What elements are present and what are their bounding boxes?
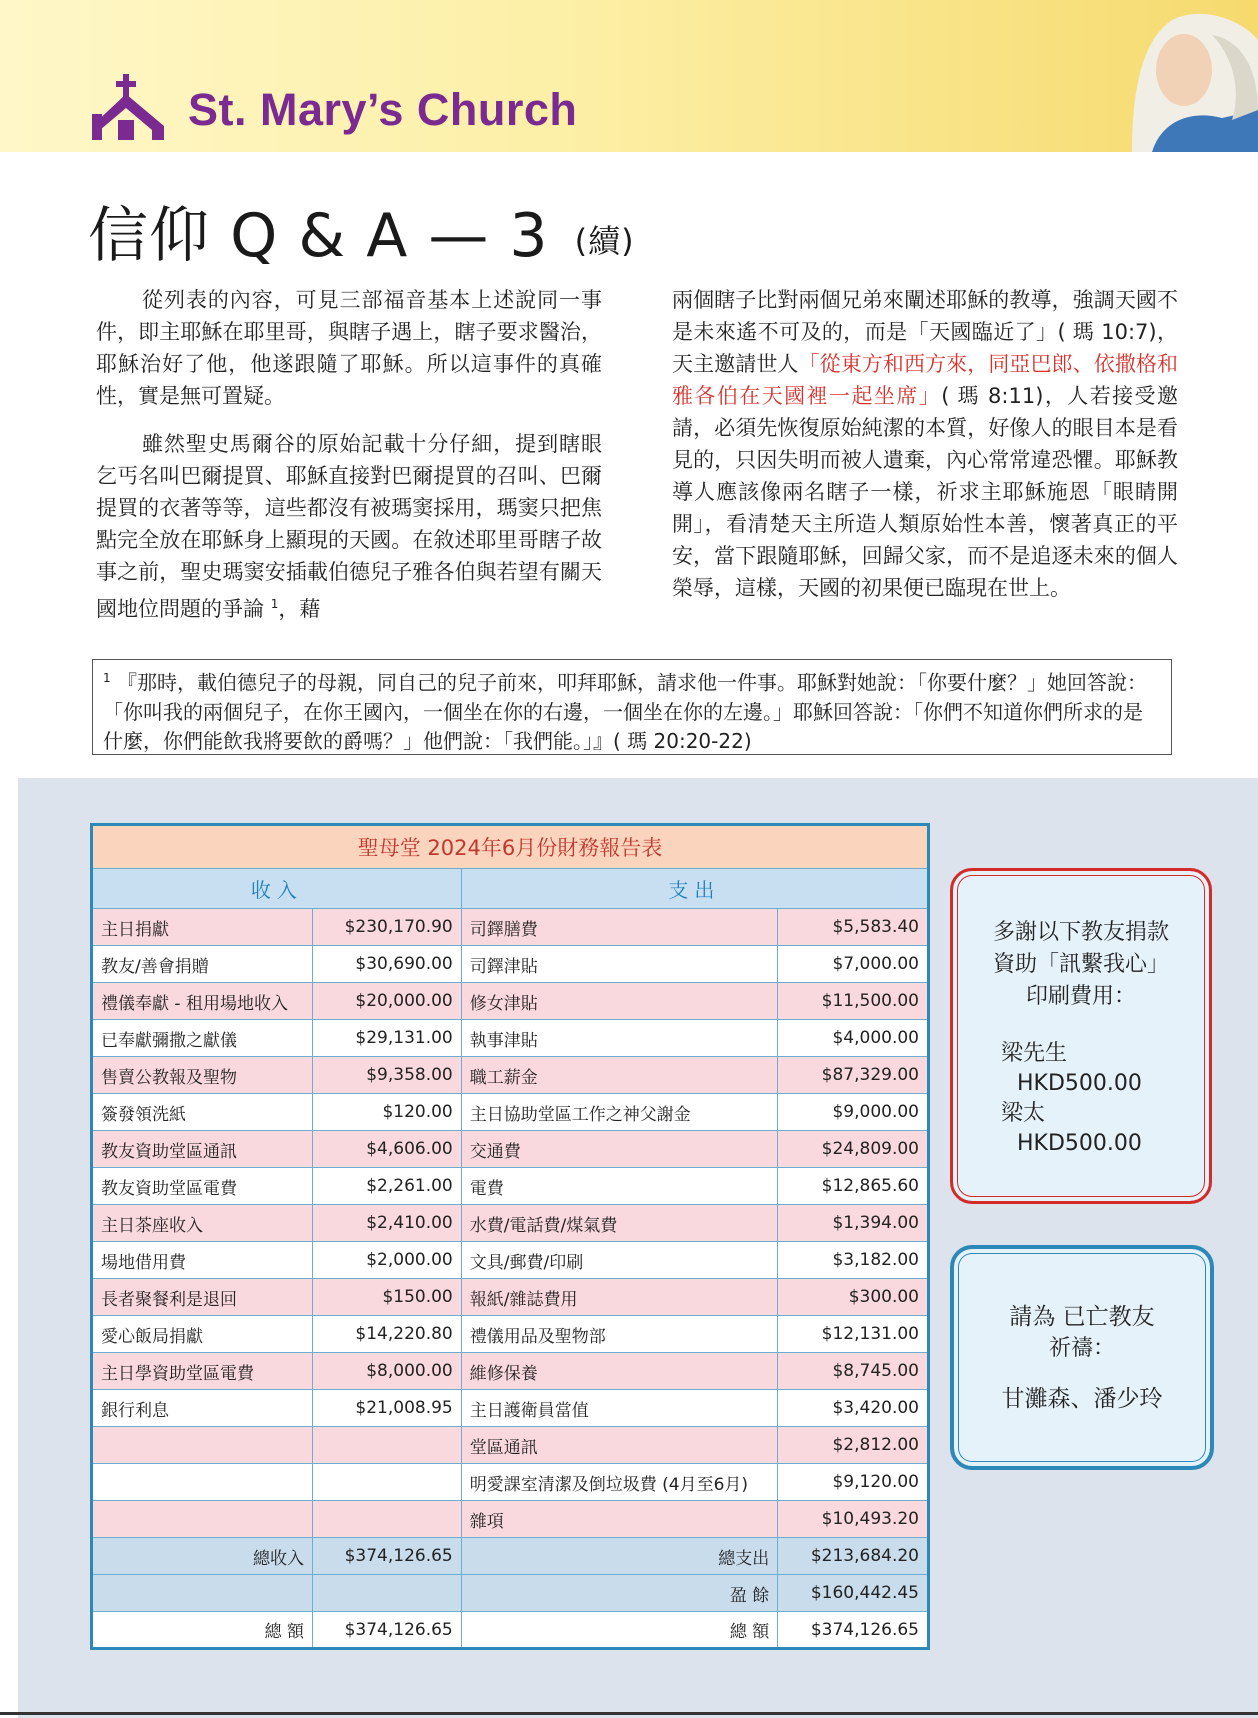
page-title <box>88 188 635 274</box>
expense-amount: $10,493.20 <box>778 1501 929 1538</box>
expense-item: 明愛課室清潔及倒垃圾費 (4月至6月) <box>461 1464 778 1501</box>
income-amount: $8,000.00 <box>313 1353 462 1390</box>
income-amount: $14,220.80 <box>313 1316 462 1353</box>
income-item <box>92 1501 313 1538</box>
virgin-mary-statue-image <box>1092 0 1258 152</box>
finance-report-title: 聖母堂 2024年6月份財務報告表 <box>92 825 929 869</box>
expense-item: 職工薪金 <box>461 1057 778 1094</box>
finance-row <box>92 1057 929 1094</box>
income-item: 教友資助堂區通訊 <box>92 1131 313 1168</box>
income-item: 教友資助堂區電費 <box>92 1168 313 1205</box>
page-bottom-rule <box>0 1712 1258 1715</box>
expense-item: 維修保養 <box>461 1353 778 1390</box>
expense-amount: $8,745.00 <box>778 1353 929 1390</box>
finance-row <box>92 1094 929 1131</box>
donation-line-1: 多謝以下教友捐款 <box>992 920 1169 945</box>
article-paragraph-2 <box>96 428 602 625</box>
donation-thanks-box <box>950 868 1212 1204</box>
donor-2-amount: HKD500.00 <box>1017 1131 1142 1156</box>
prayer-line-2: 祈禱： <box>1048 1336 1115 1361</box>
expense-item: 修女津貼 <box>461 983 778 1020</box>
donor-2-name: 梁太 <box>1001 1101 1046 1126</box>
expense-item: 報紙/雜誌費用 <box>461 1279 778 1316</box>
article-scripture-quote: 「從東方和西方來，同亞巴郎、依撒格和雅各伯在天國裡一起坐席」 <box>672 352 1179 408</box>
grand-total-value-left: $374,126.65 <box>313 1612 462 1649</box>
income-amount: $2,261.00 <box>313 1168 462 1205</box>
donor-1-name: 梁先生 <box>1001 1041 1068 1066</box>
grand-total-label-right: 總 額 <box>461 1612 778 1649</box>
income-item: 禮儀奉獻 - 租用場地收入 <box>92 983 313 1020</box>
income-amount <box>313 1464 462 1501</box>
income-item: 主日茶座收入 <box>92 1205 313 1242</box>
expense-amount: $24,809.00 <box>778 1131 929 1168</box>
finance-row <box>92 1205 929 1242</box>
article-paragraph-3-text-a: 兩個瞎子比對兩個兄弟來闡述耶穌的教導，強調天國不是未來遙不可及的，而是「天國臨近了」( 瑪 10:7)，天主邀請世人 <box>672 288 1178 376</box>
total-expense-label: 總支出 <box>461 1538 778 1575</box>
prayer-names: 甘灘森、潘少玲 <box>1001 1386 1163 1412</box>
finance-row <box>92 1464 929 1501</box>
income-amount: $2,410.00 <box>313 1205 462 1242</box>
expense-amount: $9,120.00 <box>778 1464 929 1501</box>
finance-row <box>92 1353 929 1390</box>
income-header: 收入 <box>92 869 462 909</box>
income-item: 簽發領洗紙 <box>92 1094 313 1131</box>
empty-cell <box>313 1575 462 1612</box>
footnote-reference[interactable]: 1 <box>270 597 279 611</box>
expense-amount: $3,182.00 <box>778 1242 929 1279</box>
finance-row <box>92 1316 929 1353</box>
expense-item: 文具/郵費/印刷 <box>461 1242 778 1279</box>
income-amount: $4,606.00 <box>313 1131 462 1168</box>
total-expense-value: $213,684.20 <box>778 1538 929 1575</box>
income-amount <box>313 1427 462 1464</box>
expense-amount: $4,000.00 <box>778 1020 929 1057</box>
income-item <box>92 1464 313 1501</box>
finance-row <box>92 1131 929 1168</box>
income-item: 主日學資助堂區電費 <box>92 1353 313 1390</box>
expense-amount: $12,131.00 <box>778 1316 929 1353</box>
expense-amount: $1,394.00 <box>778 1205 929 1242</box>
donation-line-2: 資助「訊繫我心」 <box>992 952 1169 977</box>
finance-row <box>92 909 929 946</box>
expense-amount: $7,000.00 <box>778 946 929 983</box>
page-title-continued: (續) <box>574 222 635 261</box>
expense-item: 司鐸膳費 <box>461 909 778 946</box>
income-item: 長者聚餐利是退回 <box>92 1279 313 1316</box>
finance-row <box>92 1390 929 1427</box>
expense-amount: $12,865.60 <box>778 1168 929 1205</box>
income-item: 教友/善會捐贈 <box>92 946 313 983</box>
article-paragraph-2-end: ，藉 <box>278 597 321 621</box>
expense-item: 堂區通訊 <box>461 1427 778 1464</box>
empty-cell <box>92 1575 313 1612</box>
footnote-box <box>92 659 1172 755</box>
donor-1-amount: HKD500.00 <box>1017 1071 1142 1096</box>
income-amount: $150.00 <box>313 1279 462 1316</box>
expense-item: 水費/電話費/煤氣費 <box>461 1205 778 1242</box>
income-item: 售賣公教報及聖物 <box>92 1057 313 1094</box>
income-amount: $21,008.95 <box>313 1390 462 1427</box>
income-item: 愛心飯局捐獻 <box>92 1316 313 1353</box>
finance-row <box>92 1020 929 1057</box>
income-item: 主日捐獻 <box>92 909 313 946</box>
article-paragraph-3 <box>672 284 1178 604</box>
expense-amount: $3,420.00 <box>778 1390 929 1427</box>
finance-row <box>92 983 929 1020</box>
income-item: 場地借用費 <box>92 1242 313 1279</box>
expense-amount: $87,329.00 <box>778 1057 929 1094</box>
prayer-request-box <box>950 1245 1214 1470</box>
grand-total-label-left: 總 額 <box>92 1612 313 1649</box>
income-item: 已奉獻彌撒之獻儀 <box>92 1020 313 1057</box>
income-amount <box>313 1501 462 1538</box>
surplus-value: $160,442.45 <box>778 1575 929 1612</box>
expense-item: 主日護衛員當值 <box>461 1390 778 1427</box>
expense-item: 電費 <box>461 1168 778 1205</box>
income-item <box>92 1427 313 1464</box>
income-amount: $120.00 <box>313 1094 462 1131</box>
income-amount: $230,170.90 <box>313 909 462 946</box>
article-right-column <box>672 284 1178 620</box>
article-paragraph-3-text-b: ( 瑪 8:11)，人若接受邀請，必須先恢復原始純潔的本質，好像人的眼目本是看見的，只因失明而被人遺棄，內心常常違恐懼。耶穌教導人應該像兩名瞎子一樣，祈求主耶穌施恩「眼睛開開」，看清楚天主所造人類原始性本善，懷著真正的平安，當下跟隨耶穌，回歸父家，而不是追逐未來的個人榮辱，這樣，天國的初果便已臨現在世上。 <box>672 384 1178 600</box>
page-header <box>0 0 1258 152</box>
expense-amount: $2,812.00 <box>778 1427 929 1464</box>
footnote-text: 『那時，載伯德兒子的母親，同自己的兒子前來，叩拜耶穌，請求他一件事。耶穌對她說：「你要什麼？」她回答說：「你叫我的兩個兒子，在你王國內，一個坐在你的右邊，一個坐在你的左邊。」耶穌回答說：「你們不知道你們所求的是什麼，你們能飲我將要飲的爵嗎？」他們說：「我們能。」』( 瑪 20:20-22) <box>103 670 1147 753</box>
expense-header: 支出 <box>461 869 928 909</box>
surplus-label: 盈 餘 <box>461 1575 778 1612</box>
expense-item: 執事津貼 <box>461 1020 778 1057</box>
donation-line-3: 印刷費用： <box>1025 984 1136 1009</box>
expense-amount: $9,000.00 <box>778 1094 929 1131</box>
expense-item: 禮儀用品及聖物部 <box>461 1316 778 1353</box>
expense-item: 雜項 <box>461 1501 778 1538</box>
finance-row <box>92 1242 929 1279</box>
grand-total-value-right: $374,126.65 <box>778 1612 929 1649</box>
finance-row <box>92 946 929 983</box>
article-left-column <box>96 284 602 641</box>
income-amount: $20,000.00 <box>313 983 462 1020</box>
expense-item: 交通費 <box>461 1131 778 1168</box>
finance-row <box>92 1168 929 1205</box>
income-amount: $29,131.00 <box>313 1020 462 1057</box>
finance-row <box>92 1279 929 1316</box>
total-income-label: 總收入 <box>92 1538 313 1575</box>
church-logo-icon <box>92 74 164 140</box>
income-amount: $30,690.00 <box>313 946 462 983</box>
income-item: 銀行利息 <box>92 1390 313 1427</box>
finance-row <box>92 1501 929 1538</box>
article-paragraph-1: 從列表的內容，可見三部福音基本上述說同一事件，即主耶穌在耶里哥，與瞎子遇上，瞎子要求醫治，耶穌治好了他，他遂跟隨了耶穌。所以這事件的真確性，實是無可置疑。 <box>96 288 602 408</box>
income-amount: $2,000.00 <box>313 1242 462 1279</box>
finance-row <box>92 1427 929 1464</box>
expense-amount: $5,583.40 <box>778 909 929 946</box>
income-amount: $9,358.00 <box>313 1057 462 1094</box>
expense-amount: $11,500.00 <box>778 983 929 1020</box>
page-title-text: 信仰 Q & A — 3 <box>88 201 549 271</box>
expense-item: 主日協助堂區工作之神父謝金 <box>461 1094 778 1131</box>
expense-amount: $300.00 <box>778 1279 929 1316</box>
prayer-line-1: 請為 已亡教友 <box>1009 1304 1155 1330</box>
church-name: St. Mary’s Church <box>188 84 578 135</box>
total-income-value: $374,126.65 <box>313 1538 462 1575</box>
footnote-marker: 1 <box>103 671 111 685</box>
expense-item: 司鐸津貼 <box>461 946 778 983</box>
finance-rows <box>92 909 929 1538</box>
finance-report-table <box>90 823 930 1650</box>
article-paragraph-2-text: 雖然聖史馬爾谷的原始記載十分仔細，提到瞎眼乞丐名叫巴爾提買、耶穌直接對巴爾提買的召叫、巴爾提買的衣著等等，這些都沒有被瑪窦採用，瑪窦只把焦點完全放在耶穌身上顯現的天國。在敘述耶里哥瞎子故事之前，聖史瑪窦安插載伯德兒子雅各伯與若望有關天國地位問題的爭論 <box>96 432 602 621</box>
